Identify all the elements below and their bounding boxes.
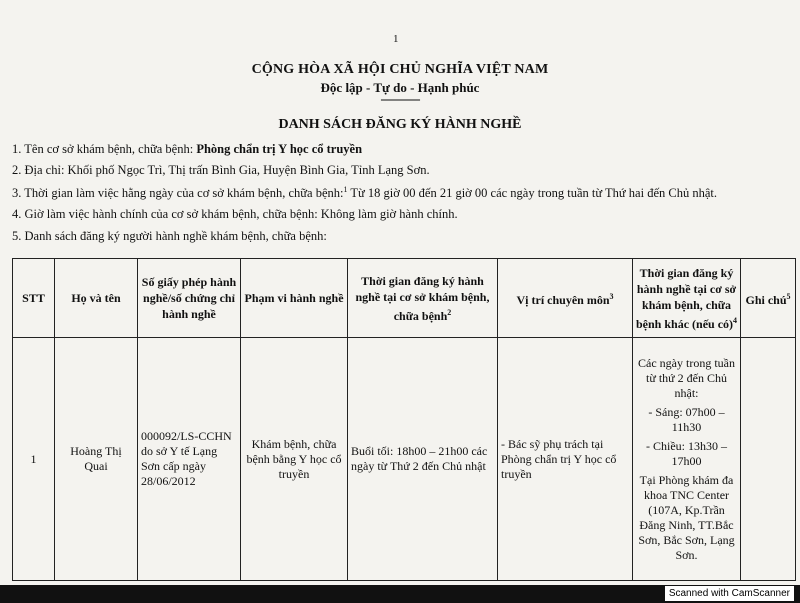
header-time <box>348 259 498 338</box>
footnote-3: 3 <box>609 291 614 301</box>
item-list-intro: 5. Danh sách đăng ký người hành nghề khám bệnh, chữa bệnh: <box>12 229 327 243</box>
header-license: Số giấy phép hành nghề/số chứng chỉ hành nghề <box>138 259 241 338</box>
table-row <box>13 338 796 581</box>
header-scope: Phạm vi hành nghề <box>241 259 348 338</box>
header-position <box>498 259 633 338</box>
item-3-value: Từ 18 giờ 00 đến 21 giờ 00 các ngày trong tuần từ Thứ hai đến Chủ nhật. <box>347 186 717 201</box>
header-name: Họ và tên <box>55 259 138 338</box>
header-note <box>741 259 796 338</box>
cell-other-facility <box>633 338 741 581</box>
cell-scope: Khám bệnh, chữa bệnh bằng Y học cổ truyền <box>241 338 348 581</box>
other-morning: - Sáng: 07h00 – 11h30 <box>648 404 725 434</box>
page-number: 1 <box>393 33 399 45</box>
cell-time: Buổi tối: 18h00 – 21h00 các ngày từ Thứ 2 đến Chủ nhật <box>348 338 498 581</box>
item-admin-hours: 4. Giờ làm việc hành chính của cơ sở khám bệnh, chữa bệnh: Không làm giờ hành chính. <box>12 207 458 221</box>
cell-name: Hoàng Thị Quai <box>55 338 138 581</box>
footnote-2: 2 <box>447 307 452 317</box>
other-location: Tại Phòng khám đa khoa TNC Center (107A, Kp.Trần Đăng Ninh, TT.Bắc Sơn, Bắc Sơn, Lạng Sơn. <box>638 472 735 562</box>
document-title: DANH SÁCH ĐĂNG KÝ HÀNH NGHỀ <box>278 117 522 132</box>
motto: Độc lập - Tự do - Hạnh phúc <box>320 80 480 95</box>
practitioner-table <box>12 258 796 581</box>
header-other-facility <box>633 259 741 338</box>
other-afternoon: - Chiều: 13h30 – 17h00 <box>646 438 727 468</box>
other-days: Các ngày trong tuần từ thứ 2 đến Chủ nhật: <box>638 355 735 400</box>
header-time-label: Thời gian đăng ký hành nghề tại cơ sở khám bệnh, chữa bệnh <box>355 273 490 323</box>
separator: ------------- <box>380 92 420 106</box>
cell-position: - Bác sỹ phụ trách tại Phòng chẩn trị Y học cổ truyền <box>498 338 633 581</box>
item-address: 2. Địa chỉ: Khối phố Ngọc Trì, Thị trấn Bình Gia, Huyện Bình Gia, Tỉnh Lạng Sơn. <box>12 163 430 177</box>
country-name: CỘNG HÒA XÃ HỘI CHỦ NGHĨA VIỆT NAM <box>251 62 549 77</box>
header-note-label: Ghi chú <box>745 292 787 307</box>
header-other-label: Thời gian đăng ký hành nghề tại cơ sở khám bệnh, chữa bệnh khác (nếu có) <box>636 265 737 331</box>
table-header-row <box>13 259 796 338</box>
header-stt: STT <box>13 259 55 338</box>
item-1-label: 1. Tên cơ sở khám bệnh, chữa bệnh: <box>12 142 197 156</box>
item-3-label: 3. Thời gian làm việc hằng ngày của cơ sở khám bệnh, chữa bệnh: <box>12 186 344 201</box>
cell-note <box>741 338 796 581</box>
footnote-5: 5 <box>786 291 791 301</box>
footnote-4: 4 <box>733 315 738 325</box>
header-position-label: Vị trí chuyên môn <box>516 292 610 307</box>
item-working-hours <box>12 185 717 201</box>
footnote-1: 1 <box>343 185 348 194</box>
camscanner-watermark: Scanned with CamScanner <box>665 586 794 601</box>
item-facility-name <box>12 142 362 157</box>
item-1-value: Phòng chẩn trị Y học cổ truyền <box>196 142 363 156</box>
cell-license: 000092/LS-CCHN do sở Y tế Lạng Sơn cấp ngày 28/06/2012 <box>138 338 241 581</box>
cell-stt: 1 <box>13 338 55 581</box>
